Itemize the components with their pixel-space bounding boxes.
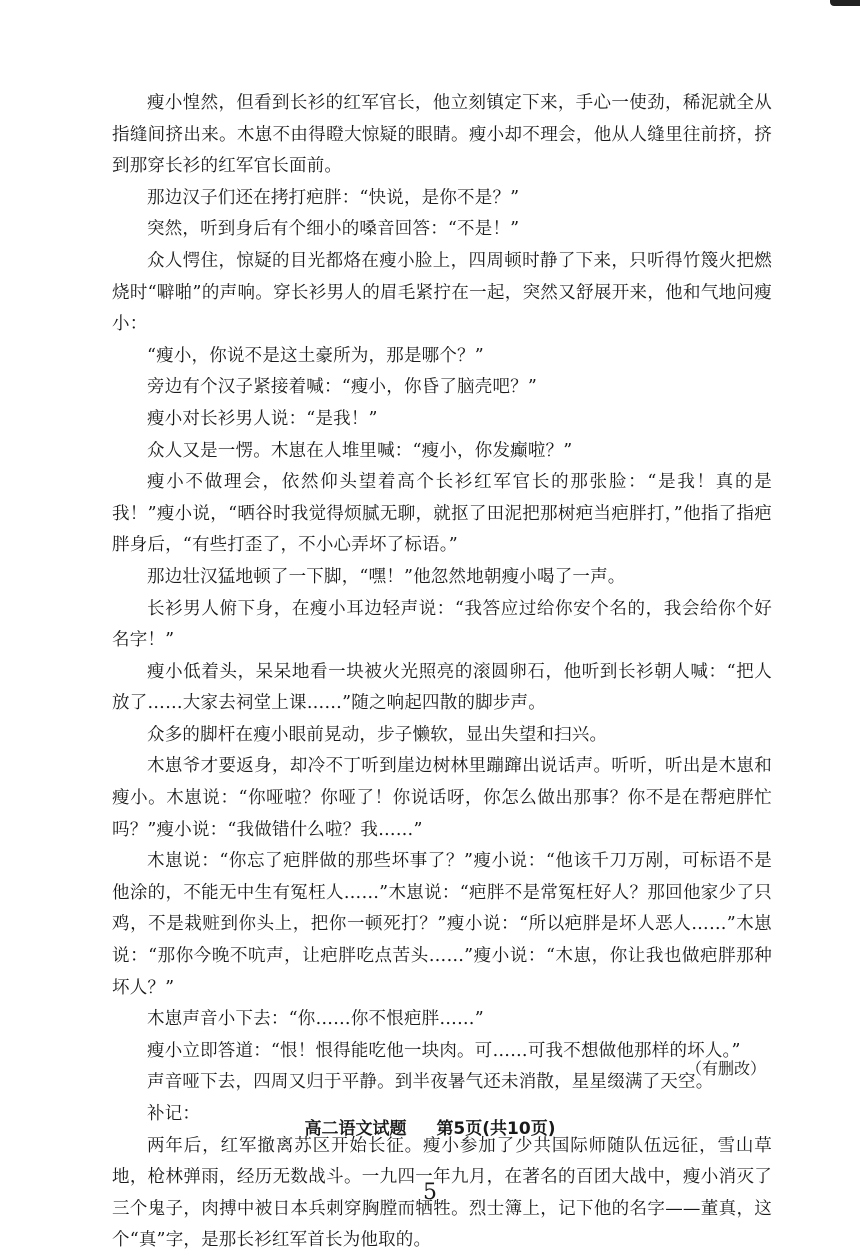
paragraph: 声音哑下去，四周又归于平静。到半夜暑气还未消散，星星缀满了天空。 — [147, 1072, 714, 1093]
paragraph: 瘦小不做理会，依然仰头望着高个长衫红军官长的那张脸：“是我！真的是我！”瘦小说，“晒谷时我觉得烦腻无聊，就抠了田泥把那树疤当疤胖打，”他指了指疤胖身后，“有些打歪了，不小心弄坏了标语。” — [112, 472, 772, 556]
page-number: 5 — [423, 1180, 437, 1205]
corner-scan-mark — [830, 0, 860, 6]
paragraph: 那边汉子们还在拷打疤胖：“快说，是你不是？” — [147, 187, 520, 208]
paragraph: 瘦小低着头，呆呆地看一块被火光照亮的滚圆卵石，他听到长衫朝人喊：“把人放了……大家去祠堂上课……”随之响起四散的脚步声。 — [112, 661, 772, 714]
paragraph: 木崽声音小下去：“你……你不恨疤胖……” — [147, 1009, 484, 1030]
paragraph: 瘦小立即答道：“恨！恨得能吃他一块肉。可……可我不想做他那样的坏人。” — [147, 1040, 741, 1061]
postscript-heading: 补记： — [147, 1104, 201, 1124]
paragraph: 两年后，红军撤离苏区开始长征。瘦小参加了少共国际师随队伍远征，雪山草地，枪林弹雨，经历无数战斗。一九四一年九月，在著名的百团大战中，瘦小消灭了三个鬼子，肉搏中被日本兵刺穿胸膛而牺牲。烈士簿上，记下他的名字——董真，这个“真”字，是那长衫红军首长为他取的。 — [112, 1135, 772, 1251]
paragraph: 木崽爷才要返身，却冷不丁听到崖边树林里蹦蹿出说话声。听听，听出是木崽和瘦小。木崽说：“你哑啦？你哑了！你说话呀，你怎么做出那事？你不是在帮疤胖忙吗？”瘦小说：“我做错什么啦？我……” — [112, 756, 772, 840]
paragraph: 长衫男人俯下身，在瘦小耳边轻声说：“我答应过给你安个名的，我会给你个好名字！” — [112, 598, 772, 651]
source-note: （有删改） — [685, 1059, 766, 1078]
exam-title: 高二语文试题 — [304, 1119, 407, 1139]
page-info: 第5页(共10页) — [436, 1119, 556, 1139]
paragraph: 旁边有个汉子紧接着喊：“瘦小，你昏了脑壳吧？” — [147, 377, 537, 398]
paragraph: 瘦小对长衫男人说：“是我！” — [147, 408, 378, 429]
paragraph: 那边壮汉猛地顿了一下脚，“嘿！”他忽然地朝瘦小喝了一声。 — [147, 566, 626, 587]
paragraph: 瘦小惶然，但看到长衫的红军官长，他立刻镇定下来，手心一使劲，稀泥就全从指缝间挤出来。木崽不由得瞪大惊疑的眼睛。瘦小却不理会，他从人缝里往前挤，挤到那穿长衫的红军官长面前。 — [112, 93, 772, 177]
paragraph: 众人愕住，惊疑的目光都烙在瘦小脸上，四周顿时静了下来，只听得竹篾火把燃烧时“噼啪”的声响。穿长衫男人的眉毛紧拧在一起，突然又舒展开来，他和气地问瘦小： — [112, 250, 772, 335]
paragraph: 木崽说：“你忘了疤胖做的那些坏事了？”瘦小说：“他该千刀万剐，可标语不是他涂的，不能无中生有冤枉人……”木崽说：“疤胖不是常冤枉好人？那回他家少了只鸡，不是栽赃到你头上，把你一顿死打？”瘦小说：“所以疤胖是坏人恶人……”木崽说：“那你今晚不吭声，让疤胖吃点苦头……”瘦小说：“木崽，你让我也做疤胖那种坏人？” — [112, 851, 772, 998]
paragraph: 众多的脚杆在瘦小眼前晃动，步子懒软，显出失望和扫兴。 — [147, 724, 608, 745]
paragraph: 众人又是一愣。木崽在人堆里喊：“瘦小，你发癫啦？” — [147, 440, 573, 461]
paragraph: “瘦小，你说不是这土豪所为，那是哪个？” — [147, 345, 484, 366]
article-body — [112, 88, 772, 1257]
paragraph: 突然，听到身后有个细小的嗓音回答：“不是！” — [147, 219, 520, 240]
page-footer — [0, 1114, 860, 1139]
